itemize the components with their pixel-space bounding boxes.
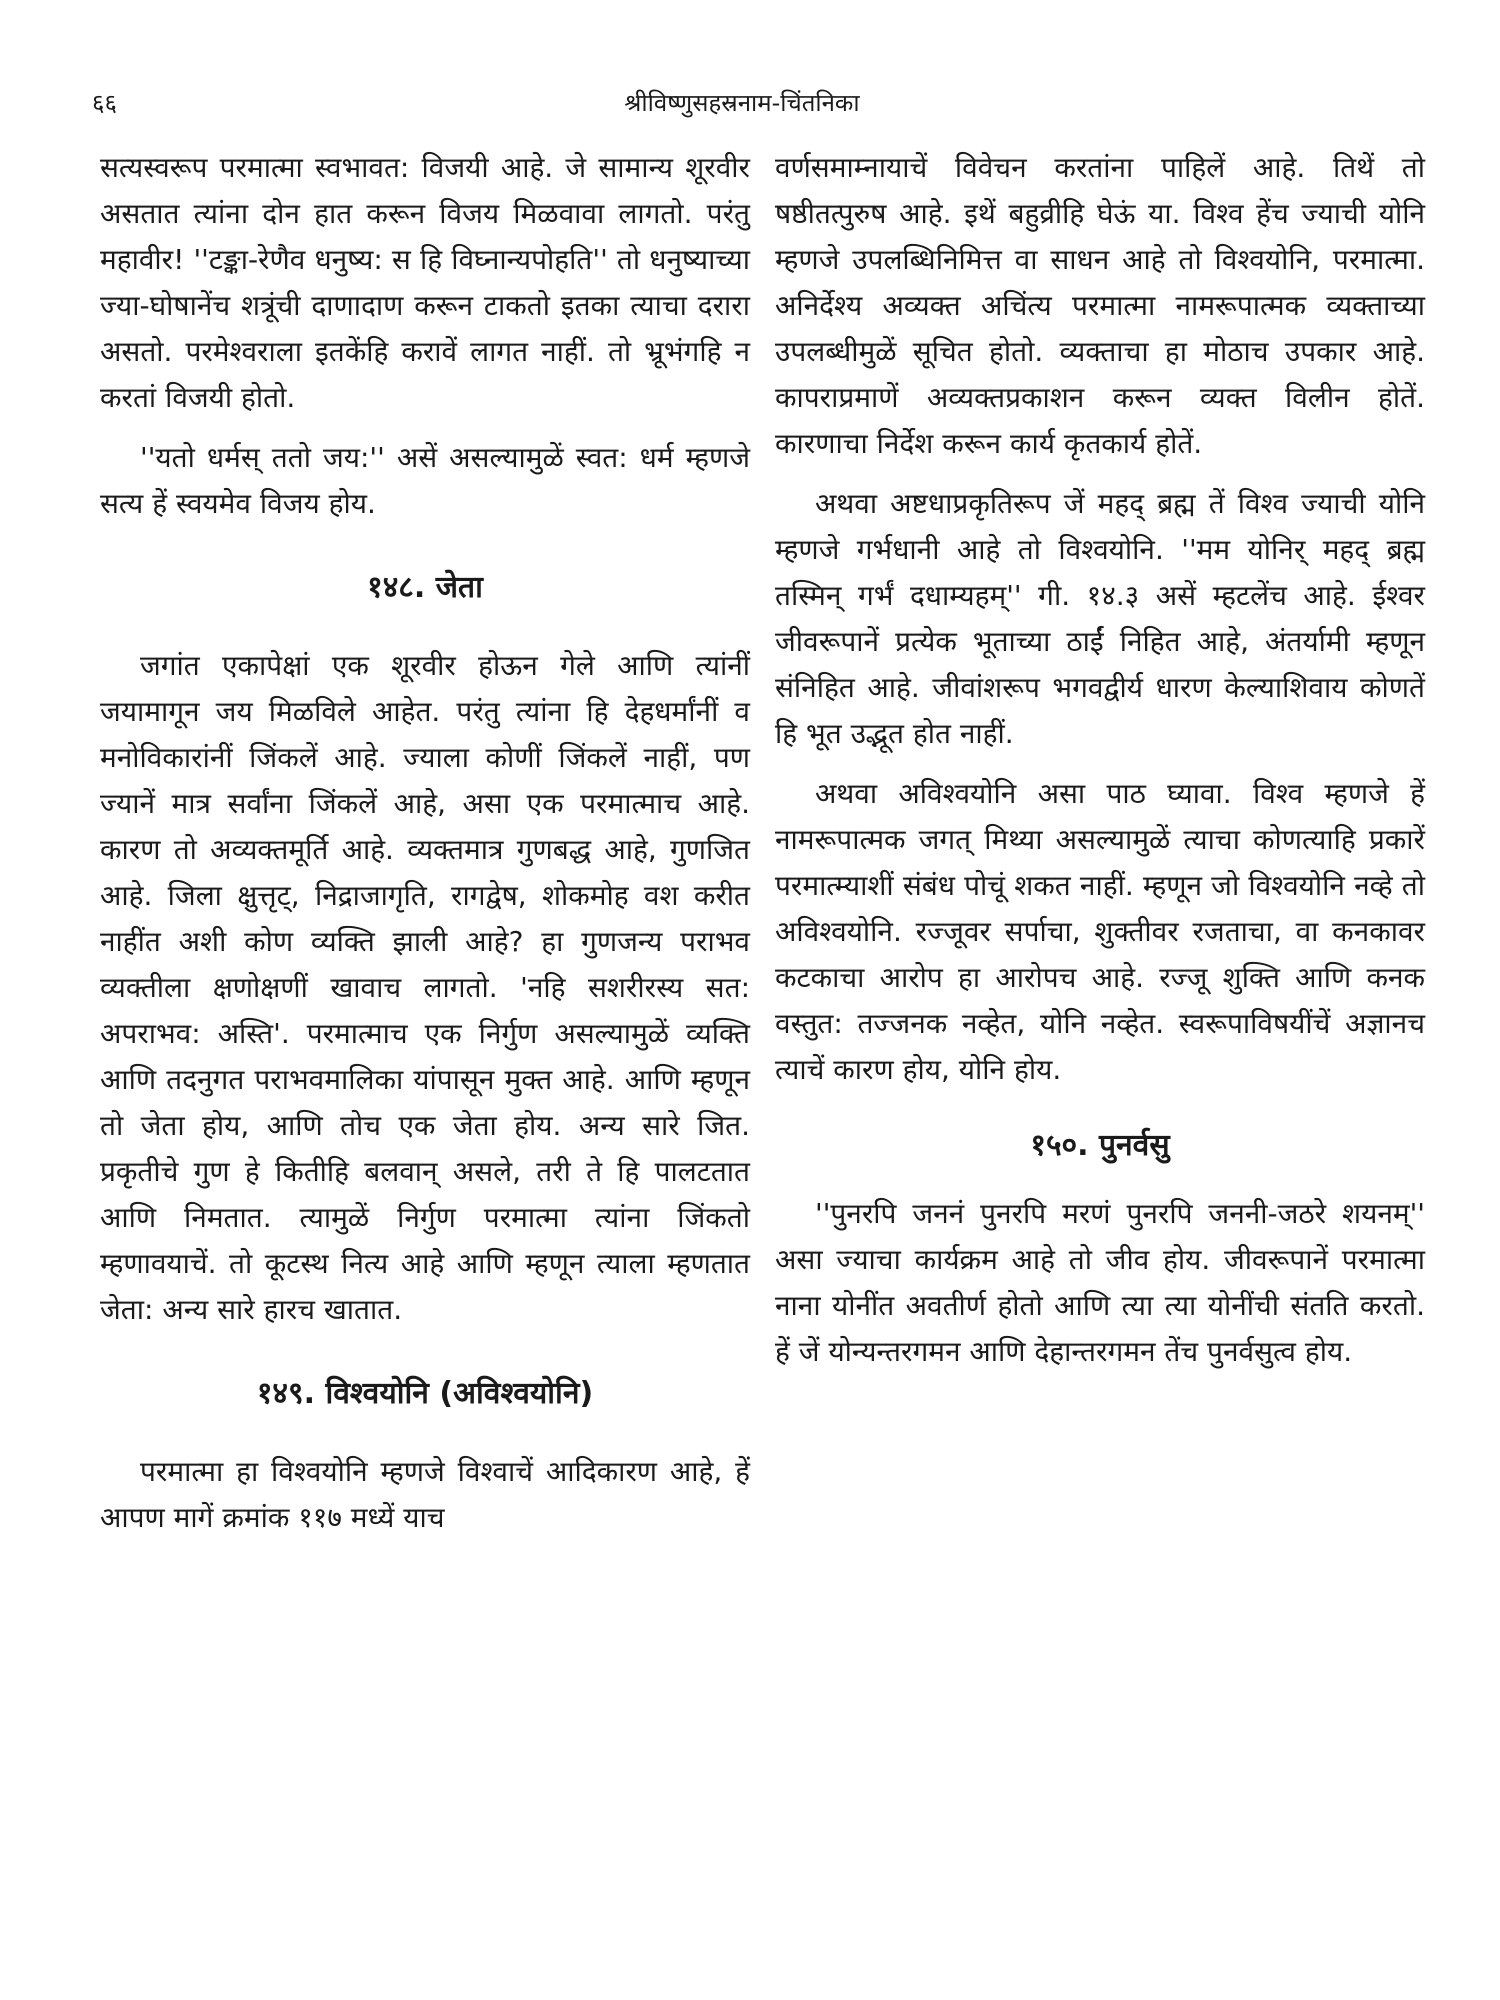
section-heading-148: १४८. जेता (367, 570, 483, 605)
section-heading-149: १४९. विश्वयोनि (अविश्वयोनि) (256, 1376, 594, 1411)
page-number: ६६ (92, 89, 117, 117)
section-heading-150: १५०. पुनर्वसु (1030, 1128, 1170, 1163)
paragraph: परमात्मा हा विश्वयोनि म्हणजे विश्वाचें आदिकारण आहे, हें आपण मागें क्रमांक ११७ मध्यें याच (100, 1455, 750, 1534)
paragraph: जगांत एकापेक्षां एक शूरवीर होऊन गेले आणि त्यांनीं जयामागून जय मिळविले आहेत. परंतु त्यांना हि देहधर्मांनीं व मनोविकारांनीं जिंकलें आहे. ज्याला कोणीं जिंकलें नाहीं, पण ज्यानें मात्र सर्वांना जिंकलें आहे, असा एक परमात्माच आहे. कारण तो अव्यक्तमूर्ति आहे. व्यक्तमात्र गुणबद्ध आहे, गुणजित आहे. जिला क्षुत्तृट्, निद्राजागृति, रागद्वेष, शोकमोह वश करीत नाहींत अशी कोण व्यक्ति झाली आहे? हा गुणजन्य पराभव व्यक्तीला क्षणोक्षणीं खावाच लागतो. 'नहि सशरीरस्य सत: अपराभव: अस्ति'. परमात्माच एक निर्गुण असल्यामुळें व्यक्ति आणि तदनुगत पराभवमालिका यांपासून मुक्त आहे. आणि म्हणून तो जेता होय, आणि तोच एक जेता होय. अन्य सारे जित. प्रकृतीचे गुण हे कितीहि बलवान् असले, तरी ते हि पालटतात आणि निमतात. त्यामुळें निर्गुण परमात्मा त्यांना जिंकतो म्हणावयाचें. तो कूटस्थ नित्य आहे आणि म्हणून त्याला म्हणतात जेता: अन्य सारे हारच खातात. (100, 649, 750, 1326)
page-header (92, 78, 1392, 128)
paragraph: सत्यस्वरूप परमात्मा स्वभावत: विजयी आहे. जे सामान्य शूरवीर असतात त्यांना दोन हात करून विजय मिळवावा लागतो. परंतु महावीर! ''टङ्का-रेणैव धनुष्य: स हि विघ्नान्यपोहति'' तो धनुष्याच्या ज्या-घोषानेंच शत्रूंची दाणादाण करून टाकतो इतका त्याचा दरारा असतो. परमेश्वराला इतकेंहि करावें लागत नाहीं. तो भ्रूभंगहि न करतां विजयी होतो. (100, 151, 750, 414)
paragraph: अथवा अष्टधाप्रकृतिरूप जें महद् ब्रह्म तें विश्व ज्याची योनि म्हणजे गर्भधानी आहे तो विश्वयोनि. ''मम योनिर् महद् ब्रह्म तस्मिन् गर्भं दधाम्यहम्'' गी. १४.३ असें म्हटलेंच आहे. ईश्वर जीवरूपानें प्रत्येक भूताच्या ठाईं निहित आहे, अंतर्यामी म्हणून संनिहित आहे. जीवांशरूप भगवद्वीर्य धारण केल्याशिवाय कोणतें हि भूत उद्भूत होत नाहीं. (775, 487, 1425, 750)
paragraph: वर्णसमाम्नायाचें विवेचन करतांना पाहिलें आहे. तिथें तो षष्ठीतत्पुरुष आहे. इथें बहुव्रीहि घेऊं या. विश्व हेंच ज्याची योनि म्हणजे उपलब्धिनिमित्त वा साधन आहे तो विश्वयोनि, परमात्मा. अनिर्देश्य अव्यक्त अचिंत्य परमात्मा नामरूपात्मक व्यक्ताच्या उपलब्धीमुळें सूचित होतो. व्यक्ताचा हा मोठाच उपकार आहे. कापराप्रमाणें अव्यक्तप्रकाशन करून व्यक्त विलीन होतें. कारणाचा निर्देश करून कार्य कृतकार्य होतें. (775, 151, 1425, 460)
running-title: श्रीविष्णुसहस्रनाम-चिंतनिका (624, 89, 860, 117)
paragraph: अथवा अविश्वयोनि असा पाठ घ्यावा. विश्व म्हणजे हें नामरूपात्मक जगत् मिथ्या असल्यामुळें त्याचा कोणत्याहि प्रकारें परमात्म्याशीं संबंध पोचूं शकत नाहीं. म्हणून जो विश्वयोनि नव्हे तो अविश्वयोनि. रज्जूवर सर्पाचा, शुक्तीवर रजताचा, वा कनकावर कटकाचा आरोप हा आरोपच आहे. रज्जू शुक्ति आणि कनक वस्तुत: तज्जनक नव्हेत, योनि नव्हेत. स्वरूपाविषयींचें अज्ञानच त्याचें कारण होय, योनि होय. (775, 777, 1425, 1086)
paragraph: ''यतो धर्मस् ततो जय:'' असें असल्यामुळें स्वत: धर्म म्हणजे सत्य हें स्वयमेव विजय होय. (100, 441, 750, 520)
paragraph: ''पुनरपि जननं पुनरपि मरणं पुनरपि जननी-जठरे शयनम्'' असा ज्याचा कार्यक्रम आहे तो जीव होय. जीवरूपानें परमात्मा नाना योनींत अवतीर्ण होतो आणि त्या त्या योनींची संतति करतो. हें जें योन्यन्तरगमन आणि देहान्तरगमन तेंच पुनर्वसुत्व होय. (775, 1197, 1425, 1368)
right-column (775, 145, 1425, 1389)
left-column (100, 145, 750, 1555)
